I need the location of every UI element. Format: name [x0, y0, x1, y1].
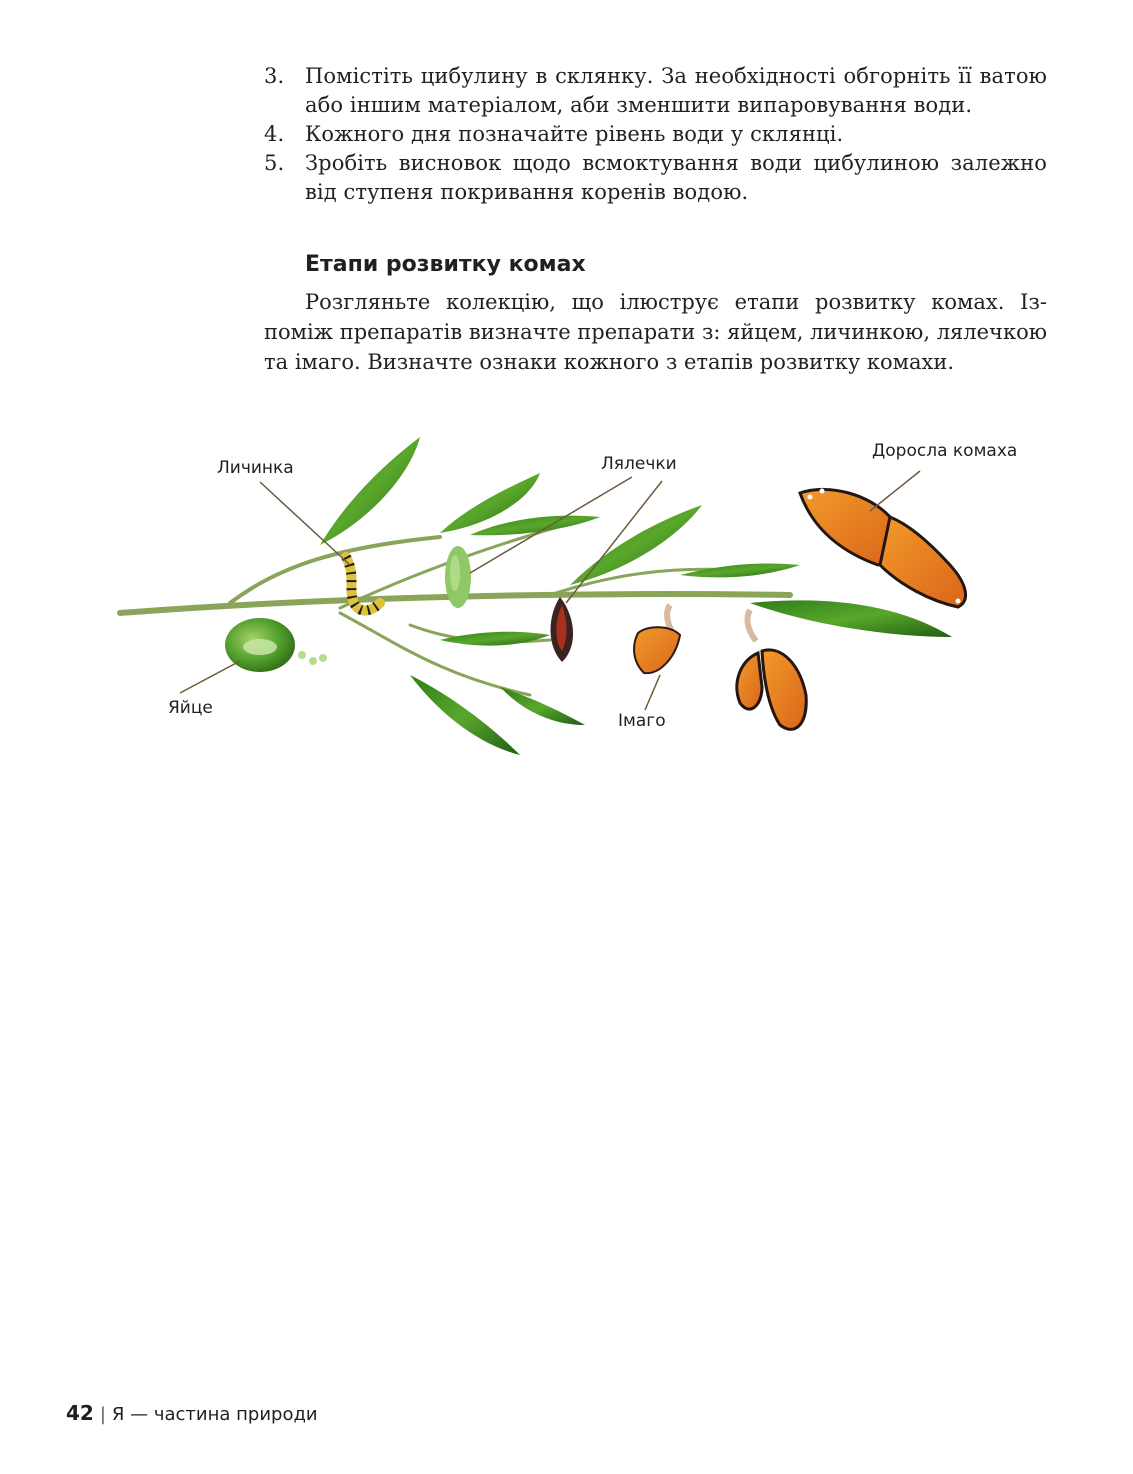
page-footer: [66, 1401, 318, 1425]
step-number: 5.: [264, 151, 285, 175]
label-egg: Яйце: [168, 698, 213, 718]
step-item: [264, 149, 1047, 207]
step-number: 4.: [264, 122, 285, 146]
step-text: Зробіть висновок щодо всмоктування води цибулиною залежно від ступеня покривання коренів водою.: [305, 151, 1047, 204]
label-pupae: Лялечки: [601, 454, 677, 474]
label-larva: Личинка: [217, 458, 294, 478]
section-heading: Етапи розвитку комах: [305, 252, 586, 277]
dark-pupa-illustration: [551, 597, 574, 662]
adult-butterfly-illustration: [800, 489, 966, 608]
label-imago: Імаго: [618, 711, 666, 731]
step-number: 3.: [264, 64, 285, 88]
step-text: Кожного дня позначайте рівень води у склянці.: [305, 122, 844, 146]
chapter-title: Я — частина природи: [111, 1404, 318, 1425]
label-adult-insect: Доросла комаха: [872, 441, 1018, 461]
insect-development-figure: [110, 425, 1040, 765]
step-item: [264, 62, 1047, 120]
emerged-butterfly-illustration: [737, 610, 806, 729]
egg-illustration: [225, 618, 327, 672]
section-paragraph: Розгляньте колекцію, що ілюструє етапи розвитку комах. Із-поміж препаратів визначте препарати з: яйцем, личинкою, лялечкою та імаго. Визначте ознаки кожного з етапів розвитку комахи.: [264, 290, 1047, 374]
footer-separator: |: [99, 1404, 106, 1425]
page-number: 42: [66, 1401, 94, 1425]
step-text: Помістіть цибулину в склянку. За необхідності обгорніть її ватою або іншим матеріалом, аби зменшити випаровування води.: [305, 64, 1047, 117]
emerging-imago-illustration: [634, 605, 680, 673]
step-item: [264, 120, 1047, 149]
instruction-steps: [264, 62, 1047, 207]
green-pupa-illustration: [445, 546, 471, 608]
